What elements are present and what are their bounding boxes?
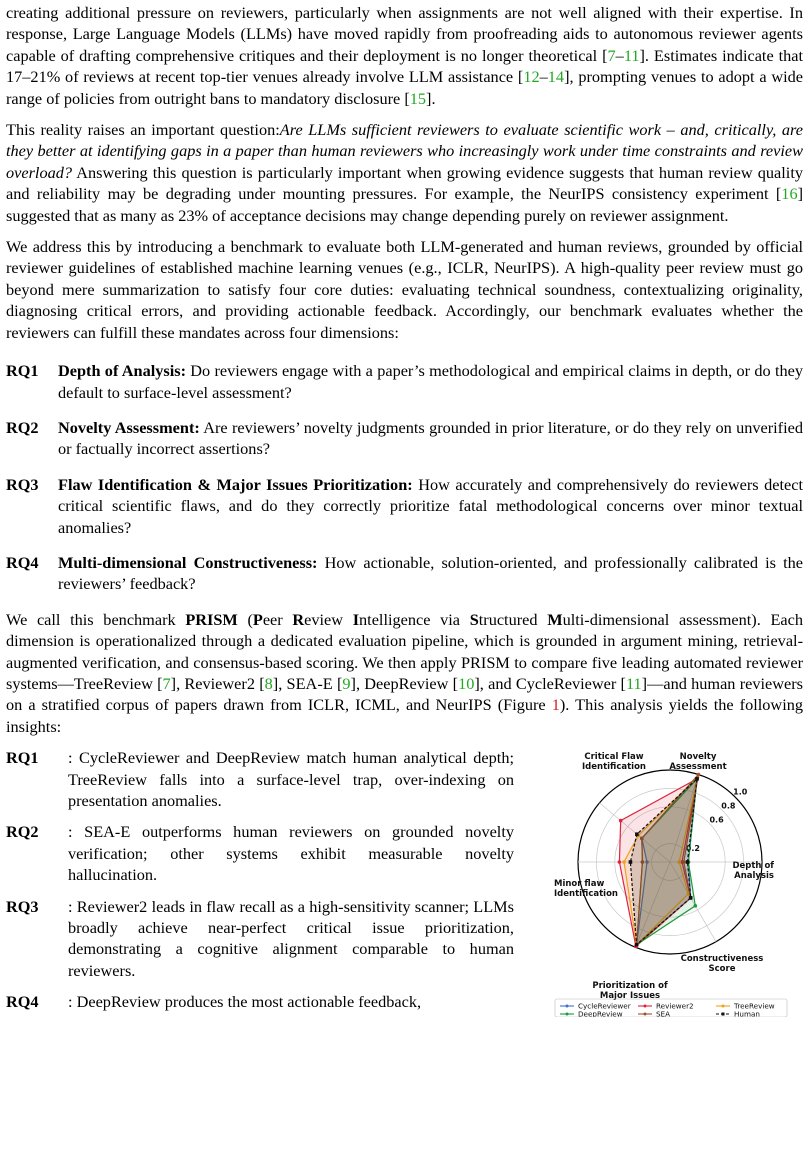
research-question: Are LLMs sufficient reviewers to evaluate scientific work – and, critically, are they better at identifying gaps in a paper than human reviewers who increasingly work under time constraints and review overload? — [6, 120, 804, 182]
axis-label: Novelty — [679, 752, 717, 763]
series-point — [635, 943, 639, 947]
citation[interactable]: 9 — [342, 673, 351, 693]
citation[interactable]: 12 — [523, 67, 540, 87]
series-point — [629, 860, 633, 864]
insight-item — [6, 991, 514, 1012]
legend-marker — [644, 1005, 647, 1008]
legend-label: DeepReview — [578, 1009, 623, 1018]
rq-title: Multi-dimensional Constructiveness: — [58, 552, 318, 572]
rq-tag: RQ3 — [6, 474, 39, 494]
legend-label: Reviewer2 — [656, 1001, 694, 1011]
benchmark-name: PRISM — [185, 609, 238, 629]
paragraph-prism: We call this benchmark PRISM (Peer Review Intelligence via Structured Multi-dimensional assessment). Each dimension is operationalized through a dedicated evaluation pipeline, which is grounded in argument mining, retrieval-augmented verification, and consensus-based scoring. We then apply PRISM to compare five leading automated reviewer systems—TreeReview [7], Reviewer2 [8], SEA-E [9], DeepReview [10], and CycleReviewer [11]—and human reviewers on a stratified corpus of papers drawn from ICLR, ICML, and NeurIPS (Figure 1). This analysis yields the following insights: — [6, 609, 804, 736]
legend-marker — [566, 1005, 569, 1008]
series-point — [689, 896, 693, 900]
axis-label: Score — [708, 964, 736, 975]
insight-item — [6, 896, 514, 982]
tick-label: 0.2 — [685, 844, 700, 854]
axis-label: Identification — [582, 762, 646, 773]
tick-label: 1.0 — [733, 787, 748, 797]
citation[interactable]: 11 — [623, 45, 640, 65]
research-questions-list — [6, 360, 803, 595]
axis-label: Identification — [554, 889, 618, 900]
citation[interactable]: 7 — [162, 673, 171, 693]
series-point — [686, 860, 690, 864]
series-point — [694, 904, 698, 908]
rq-item: RQ4 Multi-dimensional Constructiveness: How actionable, solution-oriented, and professionally calibrated is the reviewers’ feedback? — [6, 552, 804, 594]
legend-label: CycleReviewer — [578, 1001, 631, 1011]
legend-label: SEA — [656, 1009, 671, 1018]
citation[interactable]: 14 — [547, 67, 565, 87]
citation[interactable]: 16 — [781, 184, 798, 204]
radar-figure — [552, 747, 803, 1022]
insight-text: : Reviewer2 leads in flaw recall as a high-sensitivity scanner; LLMs broadly achieve near-perfect critical issue prioritization, demonstrating a cognitive alignment comparable to human reviewers. — [68, 896, 514, 980]
rq-tag: RQ2 — [6, 417, 39, 437]
insight-tag: RQ3 — [6, 896, 39, 916]
legend-marker — [644, 1013, 647, 1016]
paragraph-question: This reality raises an important question:Are LLMs sufficient reviewers to evaluate scientific work – and, critically, are they better at identifying gaps in a paper than human reviewers who increasingly work under time constraints and review overload? Answering this question is particularly important when growing evidence suggests that human review quality and reliability may be degrading under mounting pressures. For example, the NeurIPS consistency experiment [16] suggested that as many as 23% of acceptance decisions may change depending purely on reviewer assignment. — [6, 120, 804, 225]
axis-label: Minor flaw — [554, 879, 605, 890]
insight-text: : SEA-E outperforms human reviewers on grounded novelty verification; other systems exhibit measurable novelty hallucination. — [68, 822, 514, 885]
series-point — [695, 777, 699, 781]
legend-label: Human — [734, 1009, 760, 1018]
legend-marker — [566, 1013, 569, 1016]
radar-chart — [552, 747, 792, 1017]
insight-tag: RQ4 — [6, 992, 39, 1012]
paragraph-benchmark: We address this by introducing a benchmark to evaluate both LLM-generated and human reviews, grounded by official reviewer guidelines of established machine learning venues (e.g., ICLR, NeurIPS). A high-quality peer review must go beyond mere summarization to satisfy four core duties: evaluating technical soundness, contextualizing originality, diagnosing critical errors, and providing actionable feedback. Accordingly, our benchmark evaluates whether the reviewers can fulfill these mandates across four dimensions: — [6, 237, 803, 342]
rq-title: Depth of Analysis: — [58, 361, 186, 381]
series-point — [619, 819, 623, 823]
insight-item — [6, 747, 514, 811]
citation[interactable]: 7 — [607, 45, 616, 65]
citation[interactable]: 15 — [409, 88, 427, 108]
axis-label: Constructiveness — [680, 954, 764, 965]
axis-label: Critical Flaw — [584, 752, 644, 763]
insight-tag: RQ2 — [6, 822, 39, 842]
rq-tag: RQ4 — [6, 552, 39, 572]
figure-reference[interactable]: 1 — [551, 695, 560, 715]
legend-marker — [722, 1005, 725, 1008]
citation[interactable]: 10 — [458, 673, 475, 693]
rq-item: RQ2 Novelty Assessment: Are reviewers’ novelty judgments grounded in prior literature, or do they rely on unverified or factually incorrect assertions? — [6, 417, 803, 459]
axis-label: Prioritization of — [592, 981, 668, 992]
tick-label: 0.6 — [709, 815, 724, 825]
insight-tag: RQ1 — [6, 748, 39, 768]
paragraph-llm-reviewing: creating additional pressure on reviewers, particularly when assignments are not well aligned with their expertise. In response, Large Language Models (LLMs) have moved rapidly from proofreading aids to autonomous reviewer agents capable of drafting comprehensive critiques and their deployment is no longer theoretical [7–11]. Estimates indicate that 17–21% of reviews at recent top-tier venues already involve LLM assistance [12–14], prompting venues to adopt a wide range of policies from outright bans to mandatory disclosure [15]. — [6, 3, 804, 108]
citation[interactable]: 8 — [264, 673, 273, 693]
legend-label: TreeReview — [734, 1001, 775, 1011]
rq-item: RQ3 Flaw Identification & Major Issues Prioritization: How accurately and comprehensively do reviewers detect critical scientific flaws, and do they correctly prioritize fatal methodological concerns over minor textual anomalies? — [6, 474, 803, 537]
legend-marker — [722, 1013, 725, 1016]
axis-label: Major Issues — [599, 991, 661, 1002]
citation[interactable]: 11 — [625, 673, 642, 693]
insight-text: : CycleReviewer and DeepReview match human analytical depth; TreeReview falls into a surface-level trap, over-indexing on presentation anomalies. — [68, 748, 514, 810]
axis-label: Analysis — [734, 871, 774, 882]
insights-list — [6, 747, 514, 1022]
series-point — [618, 860, 622, 864]
rq-tag: RQ1 — [6, 361, 39, 381]
axis-label: Assessment — [669, 762, 727, 773]
rq-title: Flaw Identification & Major Issues Prioritization: — [58, 474, 413, 494]
rq-item: RQ1 Depth of Analysis: Do reviewers engage with a paper’s methodological and empirical claims in depth, or do they default to surface-level assessment? — [6, 361, 803, 402]
axis-label: Depth of — [732, 861, 774, 872]
series-point — [635, 833, 639, 837]
tick-label: 0.8 — [721, 801, 736, 811]
series-point — [622, 860, 626, 864]
insight-item — [6, 821, 514, 885]
insight-text: : DeepReview produces the most actionable feedback, — [68, 992, 422, 1012]
rq-title: Novelty Assessment: — [58, 417, 200, 437]
series-point — [697, 773, 701, 777]
insights-and-figure — [6, 747, 803, 1022]
